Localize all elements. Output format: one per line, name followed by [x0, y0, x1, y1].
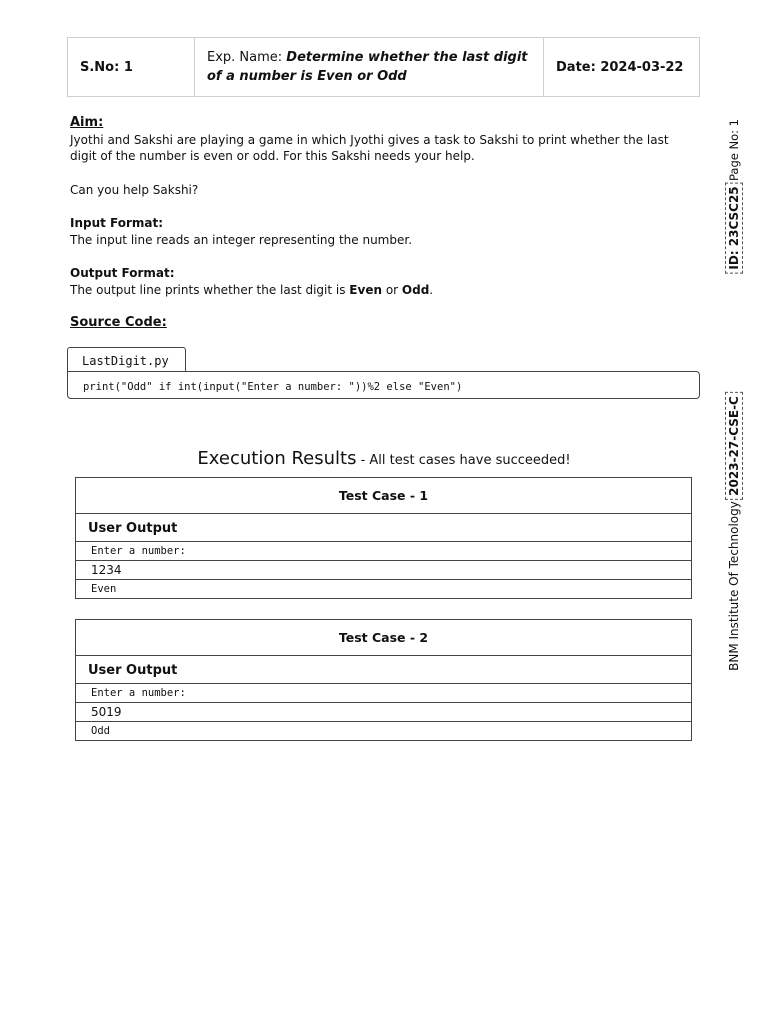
user-output-label: User Output — [76, 514, 691, 542]
page-number: Page No: 1 — [727, 119, 741, 181]
institute-name: BNM Institute Of Technology — [727, 501, 741, 671]
output-or-word: or — [382, 282, 402, 297]
experiment-date: Date: 2024-03-22 — [544, 38, 700, 97]
aim-heading: Aim: — [70, 115, 104, 130]
aim-question: Can you help Sakshi? — [70, 182, 199, 197]
experiment-name-prefix: Exp. Name: — [207, 50, 287, 65]
document-body — [70, 115, 690, 332]
output-odd-word: Odd — [401, 282, 430, 297]
test-case-1 — [75, 477, 692, 599]
experiment-name-cell — [195, 38, 544, 97]
source-code-heading: Source Code: — [70, 315, 167, 330]
input-format-heading: Input Format: — [70, 216, 164, 230]
output-even-word: Even — [349, 282, 382, 297]
student-id: ID: 23CSC25 — [725, 182, 743, 273]
test-case-2 — [75, 619, 692, 741]
input-format-text: The input line reads an integer representing the number. — [70, 232, 413, 247]
test-case-title: Test Case - 1 — [76, 478, 691, 514]
input-line: 5019 — [76, 703, 691, 722]
input-line: 1234 — [76, 561, 691, 580]
aim-text: Jyothi and Sakshi are playing a game in which Jyothi gives a task to Sakshi to print whether the last digit of the number is even or odd. For this Sakshi needs your help. — [70, 132, 669, 163]
output-period: . — [429, 282, 434, 297]
prompt-line: Enter a number: — [76, 542, 691, 561]
output-line: Even — [91, 583, 117, 595]
execution-results-heading — [0, 448, 768, 469]
test-case-title: Test Case - 2 — [76, 620, 691, 656]
execution-results-title: Execution Results — [197, 448, 357, 469]
output-format-text — [70, 282, 690, 299]
execution-results-subtitle: - All test cases have succeeded! — [356, 453, 571, 468]
source-code-block: print("Odd" if int(input("Enter a number: "))%2 else "Even") — [67, 371, 700, 399]
batch-code: 2023-27-CSE-C — [725, 392, 743, 500]
output-format-text-start: The output line prints whether the last digit is — [70, 282, 350, 297]
user-output-label: User Output — [76, 656, 691, 684]
prompt-line: Enter a number: — [76, 684, 691, 703]
serial-number: S.No: 1 — [68, 38, 195, 97]
output-format-heading: Output Format: — [70, 266, 175, 280]
output-line: Odd — [91, 725, 110, 737]
header-table — [67, 37, 700, 97]
file-name-tab: LastDigit.py — [67, 347, 186, 371]
experiment-name: Determine whether the last digit of a number is Even or Odd — [207, 50, 528, 84]
